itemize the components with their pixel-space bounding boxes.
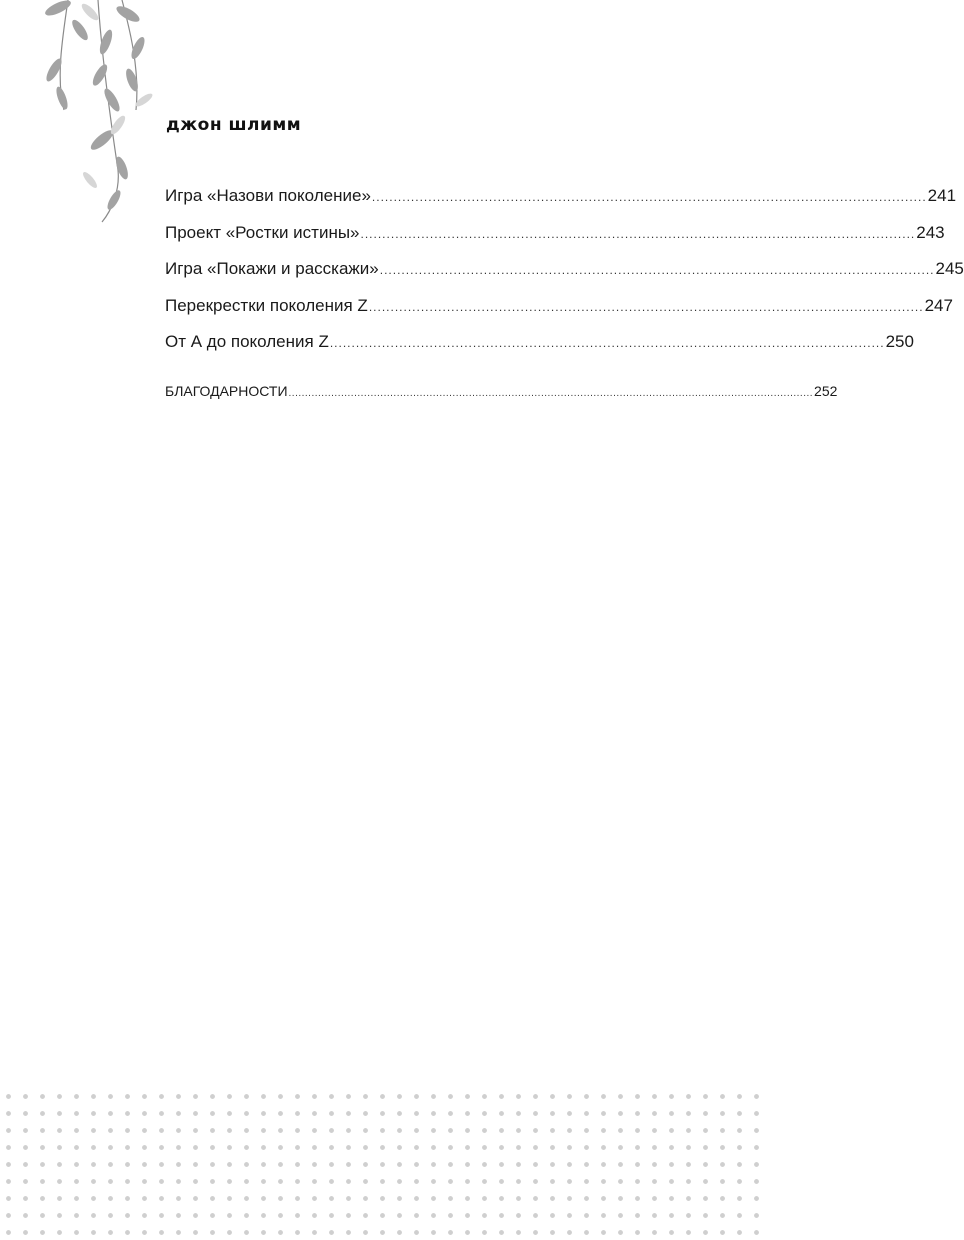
toc-entry-page: 245 bbox=[935, 259, 964, 278]
dot-grid-pattern bbox=[0, 1088, 768, 1240]
toc-section-page: 252 bbox=[814, 382, 838, 399]
toc-entry-page: 250 bbox=[885, 332, 914, 351]
dot-leader: ................................................................................................................................ bbox=[379, 263, 935, 277]
toc-entry-title: Проект «Ростки истины» bbox=[165, 222, 360, 242]
dot-leader: ................................................................................................................................ bbox=[371, 190, 927, 204]
willow-branch-illustration bbox=[40, 0, 160, 225]
dot-leader: ................................................................................................................................ bbox=[368, 299, 924, 314]
table-of-contents bbox=[165, 186, 964, 407]
toc-entry[interactable] bbox=[165, 222, 945, 260]
toc-entry-title: От А до поколения Z bbox=[165, 332, 329, 351]
dot-leader: ................................................................................................................................ bbox=[360, 226, 916, 241]
toc-entry[interactable] bbox=[165, 259, 964, 296]
dot-leader: ................................................................................................................................ bbox=[329, 336, 885, 350]
toc-section-entry[interactable] bbox=[165, 382, 838, 407]
toc-entry-page: 247 bbox=[924, 295, 953, 315]
toc-entry-title: Игра «Покажи и расскажи» bbox=[165, 259, 379, 278]
toc-entry-page: 243 bbox=[916, 222, 945, 242]
toc-entry-title: Игра «Назови поколение» bbox=[165, 186, 371, 205]
toc-entry-title: Перекрестки поколения Z bbox=[165, 295, 368, 315]
toc-entry[interactable] bbox=[165, 295, 953, 333]
toc-entry[interactable] bbox=[165, 332, 914, 369]
toc-section-title: БЛАГОДАРНОСТИ bbox=[165, 382, 288, 399]
toc-entry[interactable] bbox=[165, 186, 957, 223]
toc-entry-page: 241 bbox=[927, 186, 957, 205]
dot-leader: ................................................................................................................................................................ bbox=[288, 387, 814, 399]
running-header-author: джон шлимм bbox=[166, 115, 302, 135]
